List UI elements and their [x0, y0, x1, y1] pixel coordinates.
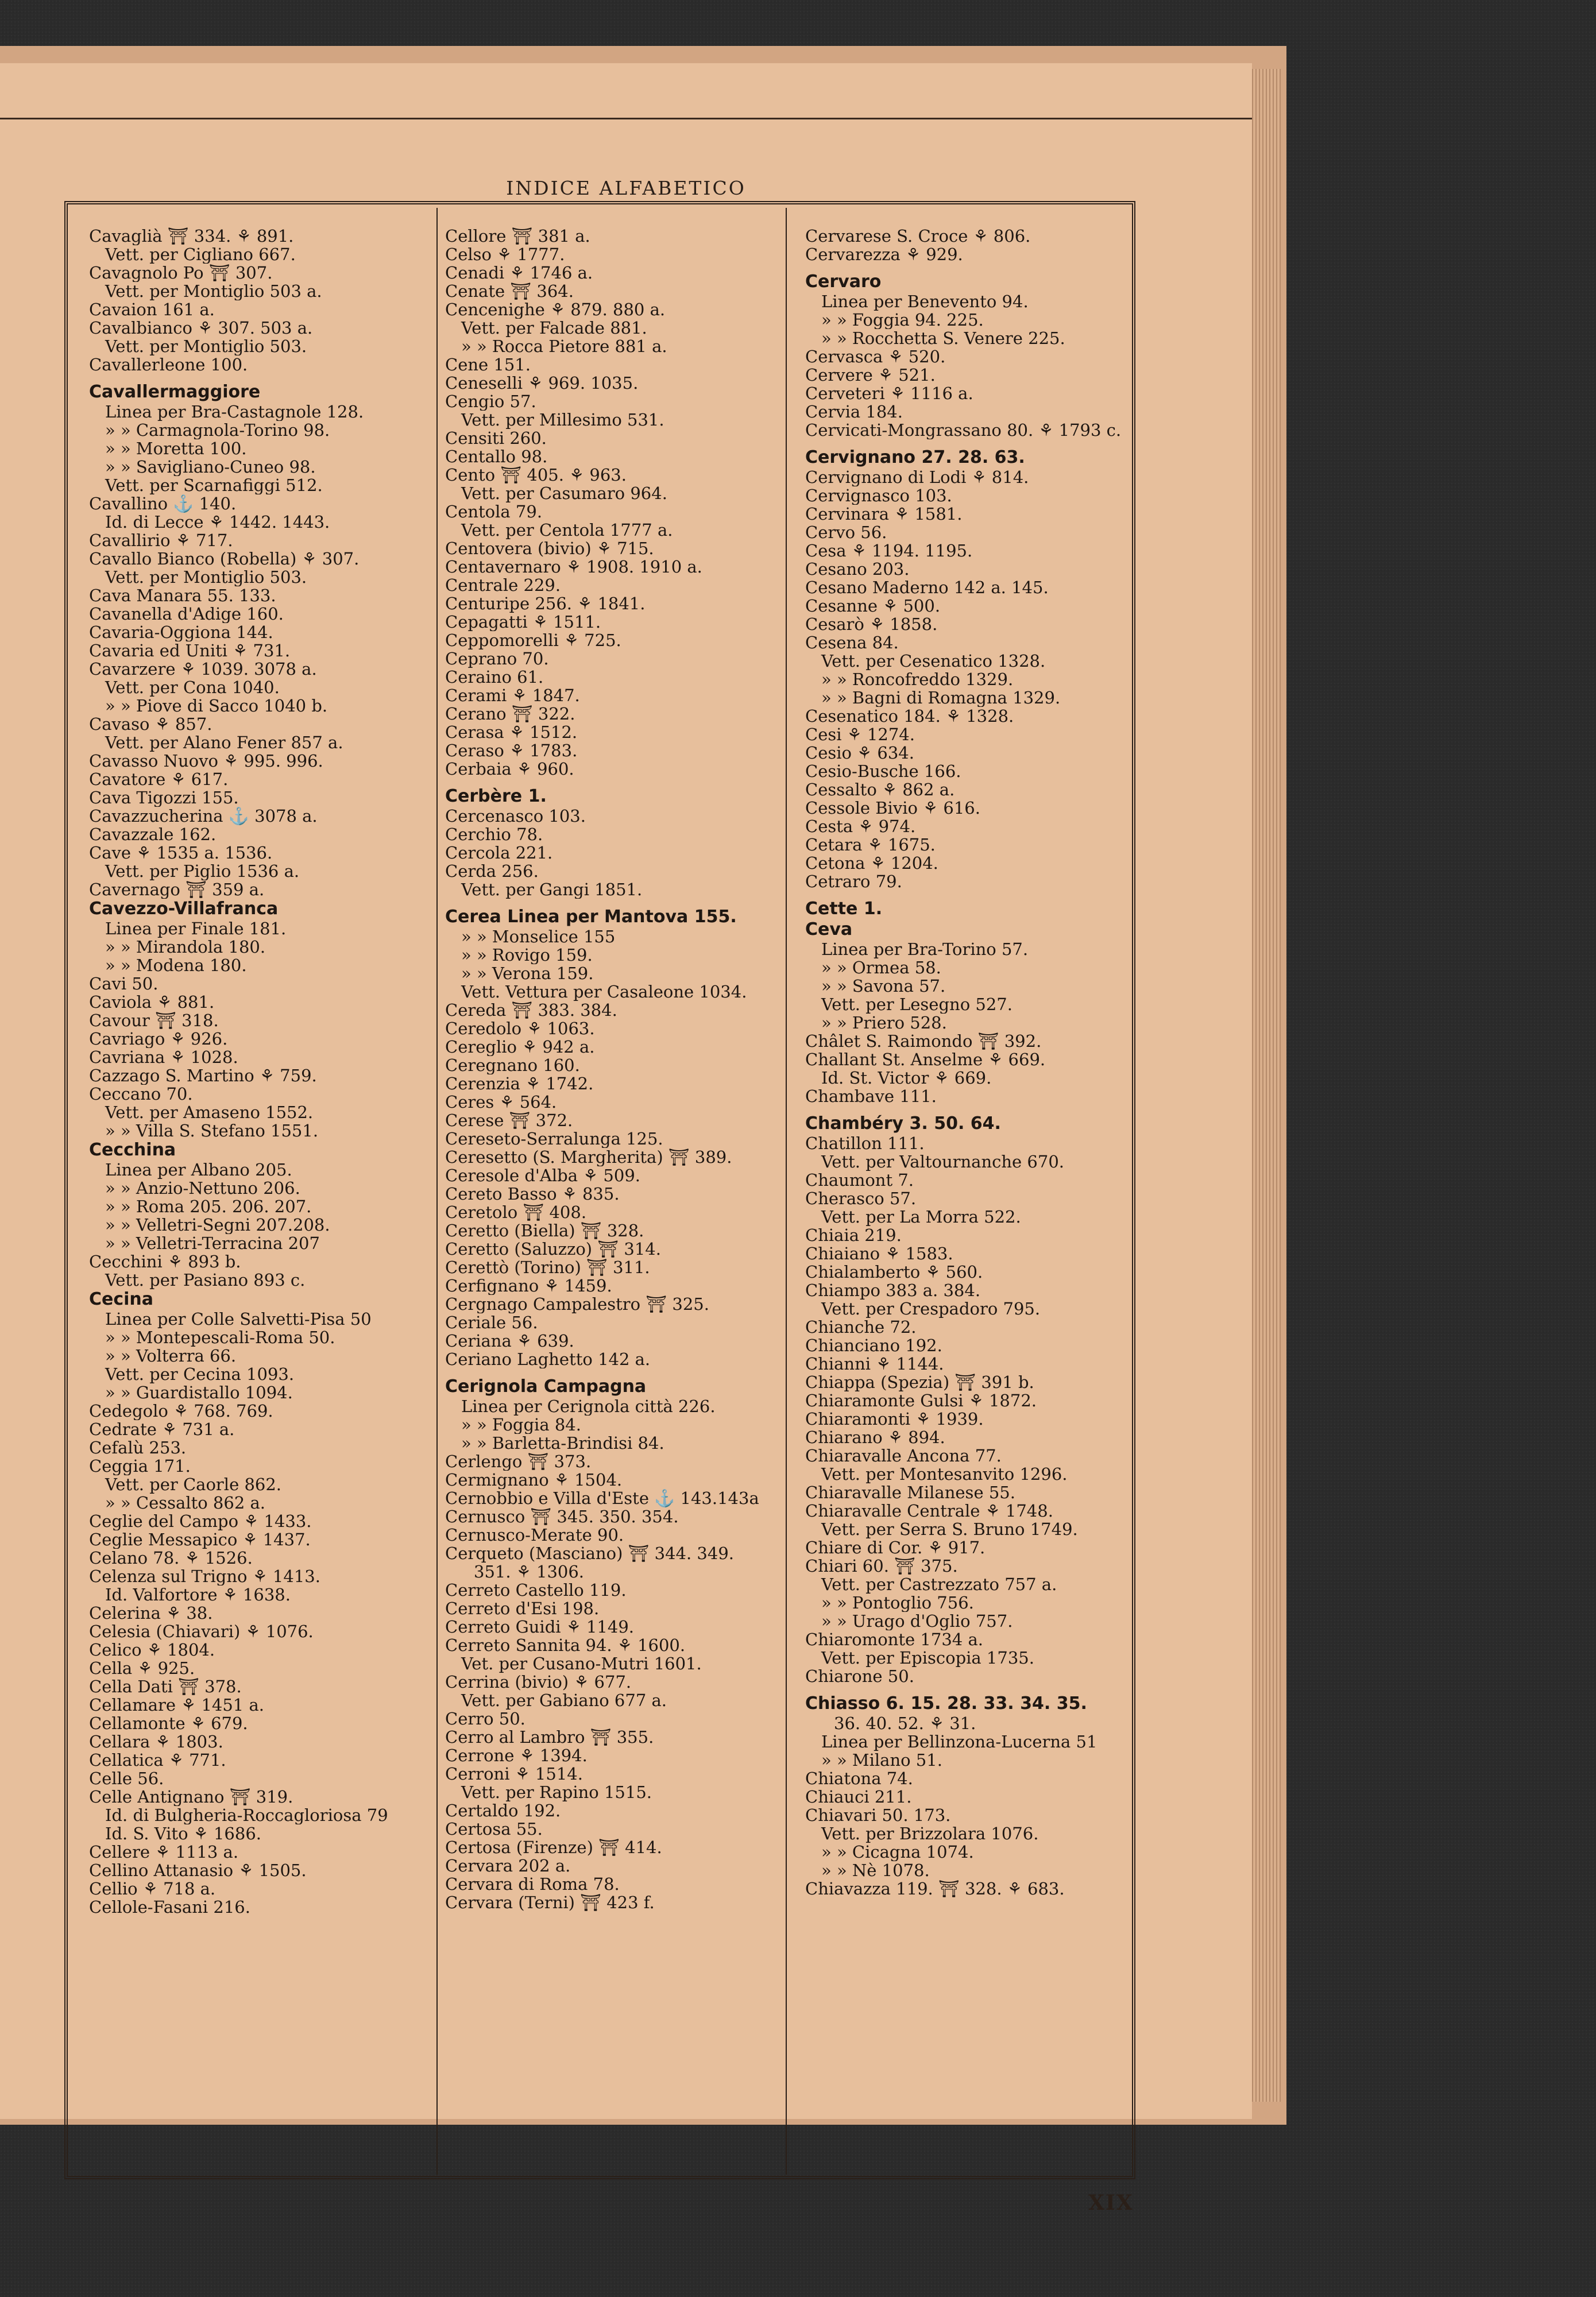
index-entry: Cellino Attanasio ⚘ 1505.	[89, 1861, 307, 1880]
index-entry: Cavasso Nuovo ⚘ 995. 996.	[89, 752, 323, 770]
index-entry: Chiaia 219.	[805, 1226, 902, 1244]
index-entry: Châlet S. Raimondo ⛩ 392.	[805, 1032, 1042, 1050]
index-entry: Certaldo 192.	[445, 1801, 561, 1820]
index-entry: » » Bagni di Romagna 1329.	[821, 689, 1061, 707]
index-entry: Vett. per Brizzolara 1076.	[821, 1824, 1039, 1843]
index-entry: Cesanne ⚘ 500.	[805, 597, 941, 615]
index-entry: Chiare di Cor. ⚘ 917.	[805, 1538, 986, 1557]
index-entry: Ceglie Messapico ⚘ 1437.	[89, 1530, 311, 1549]
index-entry: Chiauci 211.	[805, 1788, 912, 1806]
index-entry: Vett. per Montiglio 503 a.	[105, 282, 322, 300]
index-entry: Cefalù 253.	[89, 1438, 187, 1457]
index-entry: Cella ⚘ 925.	[89, 1659, 195, 1677]
index-entry: Centovera (bivio) ⚘ 715.	[445, 539, 654, 558]
index-entry: Vet. per Cusano-Mutri 1601.	[461, 1654, 702, 1673]
index-entry: Ceglie del Campo ⚘ 1433.	[89, 1512, 312, 1530]
column-divider	[436, 208, 438, 2175]
index-entry: » » Nè 1078.	[821, 1861, 930, 1880]
index-entry: Ceraso ⚘ 1783.	[445, 741, 578, 760]
index-entry: Cergnago Campalestro ⛩ 325.	[445, 1295, 709, 1313]
index-entry: Cherasco 57.	[805, 1189, 917, 1208]
index-entry: Vett. per Crespadoro 795.	[821, 1300, 1041, 1318]
index-entry: Celle Antignano ⛩ 319.	[89, 1788, 293, 1806]
index-entry: Cenadi ⚘ 1746 a.	[445, 264, 593, 282]
index-entry: Cavriago ⚘ 926.	[89, 1030, 228, 1048]
index-entry: Cellore ⛩ 381 a.	[445, 227, 590, 245]
index-entry: Chiaravalle Milanese 55.	[805, 1483, 1015, 1502]
index-entry: Celenza sul Trigno ⚘ 1413.	[89, 1567, 320, 1586]
index-entry: Cecchini ⚘ 893 b.	[89, 1252, 241, 1271]
index-entry: Cerro 50.	[445, 1710, 525, 1728]
index-entry: Id. di Bulgheria-Roccagloriosa 79	[105, 1806, 388, 1824]
index-entry: Centola 79.	[445, 502, 543, 521]
index-entry: Cene 151.	[445, 355, 531, 374]
index-entry: Cervia 184.	[805, 403, 903, 421]
index-entry: Vett. per Cigliano 667.	[105, 245, 296, 264]
index-entry: Chiari 60. ⛩ 375.	[805, 1557, 958, 1575]
index-entry: Cervinara ⚘ 1581.	[805, 505, 963, 523]
index-entry: » » Rocca Pietore 881 a.	[461, 337, 667, 355]
index-entry: Chiaiano ⚘ 1583.	[805, 1244, 953, 1263]
index-entry: Vett. per Rapino 1515.	[461, 1783, 652, 1801]
index-entry: Vett. per Casumaro 964.	[461, 484, 667, 502]
index-entry: Caviola ⚘ 881.	[89, 993, 215, 1011]
index-entry: Cerveteri ⚘ 1116 a.	[805, 384, 973, 403]
index-entry: » » Modena 180.	[105, 956, 247, 975]
index-entry: » » Roncofreddo 1329.	[821, 670, 1014, 689]
index-entry: Vett. per Cesenatico 1328.	[821, 652, 1046, 670]
index-entry: Ceretolo ⛩ 408.	[445, 1203, 587, 1221]
index-column-2	[445, 227, 759, 1912]
index-entry: Vett. per Millesimo 531.	[461, 411, 664, 429]
index-entry: Cerqueto (Masciano) ⛩ 344. 349.	[445, 1544, 734, 1563]
index-entry: Vett. per Valtournanche 670.	[821, 1153, 1065, 1171]
index-entry: Ceriana ⚘ 639.	[445, 1332, 574, 1350]
index-entry: Chiaramonti ⚘ 1939.	[805, 1410, 984, 1428]
index-entry: Vett. Vettura per Casaleone 1034.	[461, 983, 747, 1001]
index-entry: Vett. per Episcopia 1735.	[821, 1649, 1034, 1667]
index-entry: Ceva	[805, 919, 853, 939]
index-entry: Chambéry 3. 50. 64.	[805, 1113, 1001, 1134]
index-entry: Cerrone ⚘ 1394.	[445, 1746, 588, 1765]
index-entry: Cento ⛩ 405. ⚘ 963.	[445, 466, 627, 484]
index-entry: Chatillon 111.	[805, 1134, 925, 1153]
index-entry: » » Velletri-Terracina 207	[105, 1234, 320, 1252]
index-entry: Cenate ⛩ 364.	[445, 282, 574, 300]
index-entry: Cedrate ⚘ 731 a.	[89, 1420, 235, 1438]
index-entry: Vett. per Montesanvito 1296.	[821, 1465, 1068, 1483]
index-entry: Celso ⚘ 1777.	[445, 245, 565, 264]
index-entry: Chiaromonte 1734 a.	[805, 1630, 983, 1649]
index-entry: Chiavazza 119. ⛩ 328. ⚘ 683.	[805, 1880, 1065, 1898]
running-header: INDICE ALFABETICO	[506, 177, 746, 199]
index-entry: Id. Valfortore ⚘ 1638.	[105, 1586, 291, 1604]
index-entry: Cerfignano ⚘ 1459.	[445, 1277, 612, 1295]
index-entry: Cessole Bivio ⚘ 616.	[805, 799, 980, 817]
index-entry: Cervo 56.	[805, 523, 887, 542]
index-entry: Vett. per Centola 1777 a.	[461, 521, 673, 539]
index-entry: Centallo 98.	[445, 447, 548, 466]
index-entry: Vett. per Lesegno 527.	[821, 995, 1013, 1014]
index-entry: » » Volterra 66.	[105, 1347, 237, 1365]
index-entry: Cengio 57.	[445, 392, 536, 411]
top-rule	[0, 118, 1252, 119]
index-entry: » » Priero 528.	[821, 1014, 947, 1032]
index-entry: » » Moretta 100.	[105, 439, 247, 458]
index-entry: Ceredolo ⚘ 1063.	[445, 1019, 595, 1038]
index-entry: Cerlengo ⛩ 373.	[445, 1452, 592, 1471]
index-entry: Cervicati-Mongrassano 80. ⚘ 1793 c.	[805, 421, 1122, 439]
index-entry: Chianni ⚘ 1144.	[805, 1355, 944, 1373]
index-entry: Cerami ⚘ 1847.	[445, 686, 580, 705]
index-entry: Cernusco ⛩ 345. 350. 354.	[445, 1507, 679, 1526]
index-entry: Centuripe 256. ⚘ 1841.	[445, 594, 646, 613]
index-entry: Certosa (Firenze) ⛩ 414.	[445, 1838, 662, 1857]
index-entry: Cellamare ⚘ 1451 a.	[89, 1696, 264, 1714]
index-entry: Vett. per Montiglio 503.	[105, 337, 307, 355]
index-entry: » » Urago d'Oglio 757.	[821, 1612, 1013, 1630]
index-entry: Cervarezza ⚘ 929.	[805, 245, 963, 264]
index-entry: Cellamonte ⚘ 679.	[89, 1714, 248, 1733]
index-entry: Cave ⚘ 1535 a. 1536.	[89, 844, 273, 862]
index-entry: Cervasca ⚘ 520.	[805, 347, 946, 366]
index-entry: Vett. per Piglio 1536 a.	[105, 862, 300, 880]
index-entry: Chiasso 6. 15. 28. 33. 34. 35.	[805, 1693, 1087, 1714]
index-entry: Id. di Lecce ⚘ 1442. 1443.	[105, 513, 330, 531]
index-entry: Cetara ⚘ 1675.	[805, 836, 936, 854]
index-entry: Cetraro 79.	[805, 872, 902, 891]
index-entry: Cesi ⚘ 1274.	[805, 725, 915, 744]
index-entry: Cerenzia ⚘ 1742.	[445, 1074, 594, 1093]
index-entry: Ceriano Laghetto 142 a.	[445, 1350, 651, 1368]
index-entry: Chaumont 7.	[805, 1171, 914, 1189]
index-entry: Linea per Albano 205.	[105, 1161, 292, 1179]
index-entry: Cerbère 1.	[445, 786, 547, 806]
index-entry: Chiarano ⚘ 894.	[805, 1428, 945, 1447]
index-entry: Cerreto d'Esi 198.	[445, 1599, 600, 1618]
index-column-1	[89, 227, 388, 1916]
index-entry: Chianche 72.	[805, 1318, 917, 1336]
index-entry: Chiatona 74.	[805, 1769, 913, 1788]
index-entry: » » Roma 205. 206. 207.	[105, 1197, 312, 1216]
index-entry: Cernobbio e Villa d'Este ⚓ 143.143a	[445, 1489, 759, 1507]
index-entry: Ceres ⚘ 564.	[445, 1093, 557, 1111]
index-entry: Celesia (Chiavari) ⚘ 1076.	[89, 1622, 314, 1641]
index-entry: » » Foggia 94. 225.	[821, 311, 984, 329]
index-entry: Cetona ⚘ 1204.	[805, 854, 938, 872]
index-entry: Cepagatti ⚘ 1511.	[445, 613, 601, 631]
index-entry: Chianciano 192.	[805, 1336, 942, 1355]
index-entry: Ceraino 61.	[445, 668, 544, 686]
index-entry: Cellere ⚘ 1113 a.	[89, 1843, 239, 1861]
index-entry: Vett. per Caorle 862.	[105, 1475, 282, 1494]
index-entry: Linea per Benevento 94.	[821, 292, 1029, 311]
index-entry: Vett. per Montiglio 503.	[105, 568, 307, 586]
index-entry: Cesano 203.	[805, 560, 910, 578]
index-entry: » » Villa S. Stefano 1551.	[105, 1122, 319, 1140]
index-entry: Cazzago S. Martino ⚘ 759.	[89, 1066, 317, 1085]
index-entry: Cavaria-Oggiona 144.	[89, 623, 273, 641]
index-entry: Centavernaro ⚘ 1908. 1910 a.	[445, 558, 702, 576]
index-entry: Cava Tigozzi 155.	[89, 788, 239, 807]
index-entry: » » Foggia 84.	[461, 1416, 581, 1434]
index-entry: Cavazzucherina ⚓ 3078 a.	[89, 807, 318, 825]
index-entry: Celle 56.	[89, 1769, 164, 1788]
index-entry: Vett. per Serra S. Bruno 1749.	[821, 1520, 1078, 1538]
index-entry: » » Montepescali-Roma 50.	[105, 1328, 335, 1347]
index-entry: Cesa ⚘ 1194. 1195.	[805, 542, 973, 560]
index-entry: Chiavari 50. 173.	[805, 1806, 951, 1824]
index-entry: Cerreto Castello 119.	[445, 1581, 627, 1599]
index-entry: Celano 78. ⚘ 1526.	[89, 1549, 253, 1567]
index-entry: Cavallo Bianco (Robella) ⚘ 307.	[89, 550, 360, 568]
index-entry: » » Savigliano-Cuneo 98.	[105, 458, 316, 476]
index-entry: Ceppomorelli ⚘ 725.	[445, 631, 621, 649]
index-entry: » » Pontoglio 756.	[821, 1594, 974, 1612]
index-entry: Cavaso ⚘ 857.	[89, 715, 212, 733]
index-entry: Cervarese S. Croce ⚘ 806.	[805, 227, 1031, 245]
index-entry: Cavallermaggiore	[89, 382, 261, 402]
index-entry: Chiampo 383 a. 384.	[805, 1281, 981, 1300]
index-entry: Vett. per Cona 1040.	[105, 678, 280, 697]
index-entry: Cerro al Lambro ⛩ 355.	[445, 1728, 654, 1746]
index-entry: Cesena 84.	[805, 633, 899, 652]
index-entry: Cavernago ⛩ 359 a.	[89, 880, 265, 899]
index-entry: Cavallirio ⚘ 717.	[89, 531, 233, 550]
index-entry: Cesio ⚘ 634.	[805, 744, 914, 762]
index-entry: Cereseto-Serralunga 125.	[445, 1130, 663, 1148]
index-entry: Chiaramonte Gulsi ⚘ 1872.	[805, 1391, 1037, 1410]
index-entry: » » Piove di Sacco 1040 b.	[105, 697, 328, 715]
index-entry: » » Velletri-Segni 207.208.	[105, 1216, 330, 1234]
index-entry: Cerrina (bivio) ⚘ 677.	[445, 1673, 632, 1691]
index-entry: Vett. per Gabiano 677 a.	[461, 1691, 667, 1710]
index-entry: Ceretto (Biella) ⛩ 328.	[445, 1221, 644, 1240]
index-entry: Vett. per Falcade 881.	[461, 319, 647, 337]
index-entry: Chiaravalle Centrale ⚘ 1748.	[805, 1502, 1053, 1520]
index-entry: Id. St. Victor ⚘ 669.	[821, 1069, 992, 1087]
index-entry: Ceneselli ⚘ 969. 1035.	[445, 374, 639, 392]
index-entry: Cavatore ⚘ 617.	[89, 770, 229, 788]
index-entry: Vett. per Gangi 1851.	[461, 880, 643, 899]
index-entry: 36. 40. 52. ⚘ 31.	[834, 1714, 976, 1733]
index-entry: » » Ormea 58.	[821, 958, 941, 977]
index-entry: Censiti 260.	[445, 429, 547, 447]
index-entry: Linea per Finale 181.	[105, 919, 287, 938]
index-entry: Celico ⚘ 1804.	[89, 1641, 215, 1659]
index-entry: Cerreto Guidi ⚘ 1149.	[445, 1618, 634, 1636]
index-entry: Cellio ⚘ 718 a.	[89, 1880, 216, 1898]
index-entry: Cecina	[89, 1289, 154, 1309]
index-entry: Cesenatico 184. ⚘ 1328.	[805, 707, 1014, 725]
index-entry: Cavaion 161 a.	[89, 300, 215, 319]
index-entry: Cernusco-Merate 90.	[445, 1526, 624, 1544]
index-entry: Cerese ⛩ 372.	[445, 1111, 573, 1130]
index-entry: Chialamberto ⚘ 560.	[805, 1263, 983, 1281]
index-entry: Cessalto ⚘ 862 a.	[805, 780, 955, 799]
index-entry: Cavriana ⚘ 1028.	[89, 1048, 238, 1066]
index-entry: Linea per Bellinzona-Lucerna 51	[821, 1733, 1098, 1751]
index-entry: » » Rocchetta S. Venere 225.	[821, 329, 1065, 347]
index-entry: Chiaravalle Ancona 77.	[805, 1447, 1002, 1465]
index-entry: Ceresetto (S. Margherita) ⛩ 389.	[445, 1148, 732, 1166]
index-entry: Cavalbianco ⚘ 307. 503 a.	[89, 319, 313, 337]
index-entry: Cerbaia ⚘ 960.	[445, 760, 574, 778]
page-number: XIX	[1088, 2191, 1134, 2215]
index-entry: Cesarò ⚘ 1858.	[805, 615, 938, 633]
index-entry: Cereglio ⚘ 942 a.	[445, 1038, 595, 1056]
index-entry: Ceresole d'Alba ⚘ 509.	[445, 1166, 640, 1185]
index-entry: Ceprano 70.	[445, 649, 549, 668]
index-entry: Linea per Bra-Castagnole 128.	[105, 403, 364, 421]
index-entry: » » Cicagna 1074.	[821, 1843, 974, 1861]
index-entry: 351. ⚘ 1306.	[474, 1563, 585, 1581]
index-entry: Vett. per Castrezzato 757 a.	[821, 1575, 1057, 1594]
index-entry: Cavezzo-Villafranca	[89, 899, 279, 919]
index-entry: Cavallerleone 100.	[89, 355, 248, 374]
index-entry: Vett. per Scarnafiggi 512.	[105, 476, 323, 494]
index-entry: » » Barletta-Brindisi 84.	[461, 1434, 664, 1452]
index-entry: Cellatica ⚘ 771.	[89, 1751, 226, 1769]
index-entry: Cereda ⛩ 383. 384.	[445, 1001, 617, 1019]
index-entry: Cavallino ⚓ 140.	[89, 494, 237, 513]
index-entry: Cette 1.	[805, 899, 883, 919]
index-entry: Cavaglià ⛩ 334. ⚘ 891.	[89, 227, 294, 245]
index-entry: » » Milano 51.	[821, 1751, 942, 1769]
index-entry: Linea per Bra-Torino 57.	[821, 940, 1029, 958]
index-entry: Vett. per Pasiano 893 c.	[105, 1271, 306, 1289]
index-entry: Cecchina	[89, 1140, 176, 1160]
index-entry: Cervignano di Lodi ⚘ 814.	[805, 468, 1029, 486]
index-entry: Cerda 256.	[445, 862, 539, 880]
index-entry: Cervignasco 103.	[805, 486, 952, 505]
index-entry: Chiappa (Spezia) ⛩ 391 b.	[805, 1373, 1034, 1391]
index-entry: Ceretto (Saluzzo) ⛩ 314.	[445, 1240, 661, 1258]
index-entry: » » Guardistallo 1094.	[105, 1383, 293, 1402]
column-divider	[786, 208, 787, 2175]
index-entry: Cerea Linea per Mantova 155.	[445, 907, 737, 927]
index-entry: Ceccano 70.	[89, 1085, 193, 1103]
index-entry: Cervara (Terni) ⛩ 423 f.	[445, 1893, 655, 1912]
index-entry: » » Carmagnola-Torino 98.	[105, 421, 330, 439]
index-entry: Ceriale 56.	[445, 1313, 538, 1332]
index-entry: » » Cessalto 862 a.	[105, 1494, 266, 1512]
index-entry: Vett. per Alano Fener 857 a.	[105, 733, 343, 752]
index-entry: Cerchio 78.	[445, 825, 543, 844]
index-entry: Cavarzere ⚘ 1039. 3078 a.	[89, 660, 317, 678]
index-entry: Cencenighe ⚘ 879. 880 a.	[445, 300, 666, 319]
index-entry: Cellole-Fasani 216.	[89, 1898, 250, 1916]
index-entry: Ceregnano 160.	[445, 1056, 580, 1074]
index-entry: » » Rovigo 159.	[461, 946, 593, 964]
index-entry: Chambave 111.	[805, 1087, 937, 1105]
index-entry: Cerano ⛩ 322.	[445, 705, 575, 723]
index-entry: » » Monselice 155	[461, 927, 616, 946]
index-entry: » » Verona 159.	[461, 964, 594, 983]
index-entry: Cervaro	[805, 272, 882, 292]
index-entry: » » Savona 57.	[821, 977, 946, 995]
index-entry: Cavagnolo Po ⛩ 307.	[89, 264, 273, 282]
index-entry: Id. S. Vito ⚘ 1686.	[105, 1824, 262, 1843]
index-entry: Cava Manara 55. 133.	[89, 586, 276, 605]
index-entry: Cermignano ⚘ 1504.	[445, 1471, 623, 1489]
index-entry: » » Mirandola 180.	[105, 938, 266, 956]
index-entry: Cavour ⛩ 318.	[89, 1011, 219, 1030]
index-entry: Cervere ⚘ 521.	[805, 366, 936, 384]
index-entry: Cervignano 27. 28. 63.	[805, 447, 1025, 467]
index-entry: Cavanella d'Adige 160.	[89, 605, 284, 623]
index-entry: Linea per Cerignola città 226.	[461, 1397, 716, 1416]
index-entry: Cesano Maderno 142 a. 145.	[805, 578, 1049, 597]
index-entry: Vett. per Amaseno 1552.	[105, 1103, 314, 1122]
index-entry: Chiarone 50.	[805, 1667, 914, 1685]
index-entry: Cervara di Roma 78.	[445, 1875, 620, 1893]
index-entry: Cavi 50.	[89, 975, 159, 993]
index-entry: Cesta ⚘ 974.	[805, 817, 916, 836]
index-entry: Cedegolo ⚘ 768. 769.	[89, 1402, 273, 1420]
index-entry: Cervara 202 a.	[445, 1857, 571, 1875]
index-entry: Cercenasco 103.	[445, 807, 586, 825]
index-entry: Challant St. Anselme ⚘ 669.	[805, 1050, 1046, 1069]
index-entry: Cerreto Sannita 94. ⚘ 1600.	[445, 1636, 686, 1654]
index-entry: Celerina ⚘ 38.	[89, 1604, 213, 1622]
index-entry: Cercola 221.	[445, 844, 553, 862]
index-entry: Cella Dati ⛩ 378.	[89, 1677, 242, 1696]
index-entry: Cellara ⚘ 1803.	[89, 1733, 223, 1751]
index-entry: Cereto Basso ⚘ 835.	[445, 1185, 620, 1203]
index-entry: Cerettò (Torino) ⛩ 311.	[445, 1258, 650, 1277]
index-entry: Cerasa ⚘ 1512.	[445, 723, 578, 741]
index-entry: Vett. per La Morra 522.	[821, 1208, 1021, 1226]
index-entry: Linea per Colle Salvetti-Pisa 50	[105, 1310, 372, 1328]
index-entry: Cerignola Campagna	[445, 1376, 647, 1397]
index-entry: Cerroni ⚘ 1514.	[445, 1765, 583, 1783]
index-entry: Centrale 229.	[445, 576, 561, 594]
index-entry: Certosa 55.	[445, 1820, 543, 1838]
index-entry: Vett. per Cecina 1093.	[105, 1365, 295, 1383]
index-entry: Cavaria ed Uniti ⚘ 731.	[89, 641, 291, 660]
index-entry: Cesio-Busche 166.	[805, 762, 961, 780]
index-entry: Ceggia 171.	[89, 1457, 191, 1475]
index-entry: Cavazzale 162.	[89, 825, 217, 844]
index-column-3	[805, 227, 1121, 1898]
index-entry: » » Anzio-Nettuno 206.	[105, 1179, 300, 1197]
